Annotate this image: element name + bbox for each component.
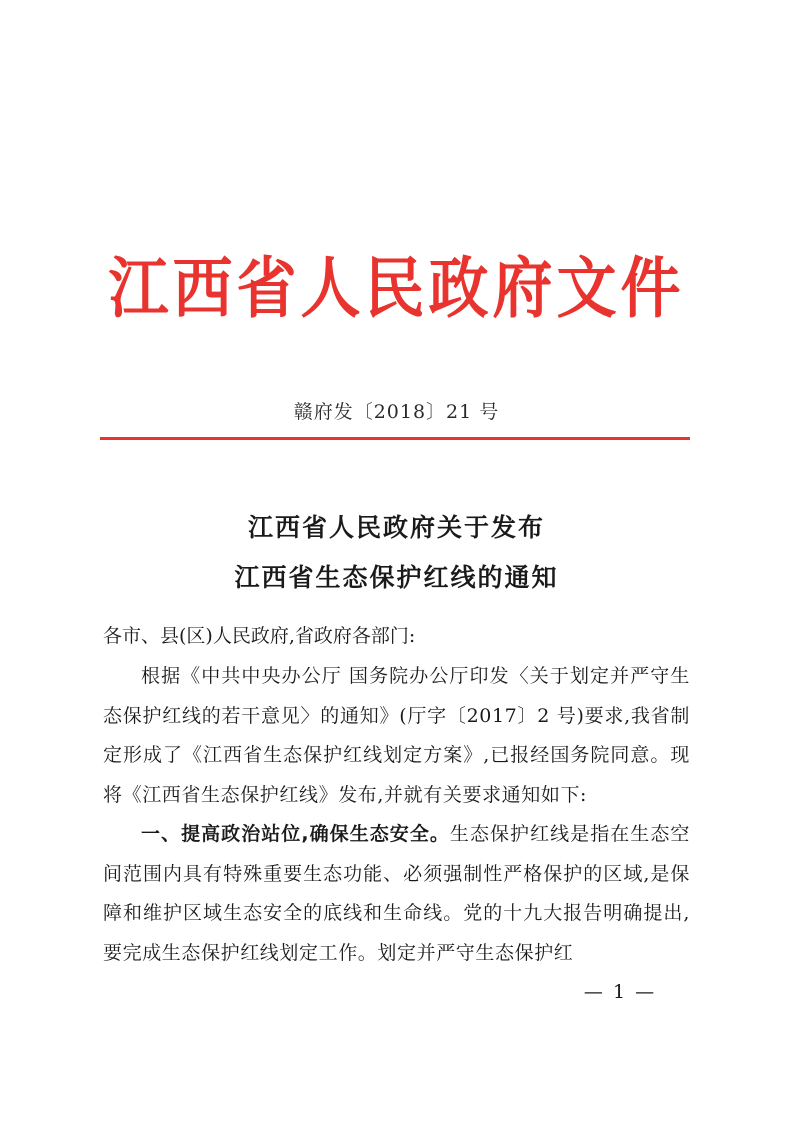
document-title-line-1: 江西省人民政府关于发布 xyxy=(247,513,545,542)
red-separator-rule xyxy=(100,437,690,440)
section-heading-1: 一、提高政治站位,确保生态安全。 xyxy=(141,823,450,845)
document-masthead: 江西省人民政府文件 xyxy=(108,250,685,328)
page-number: — 1 — xyxy=(583,981,657,1003)
body-paragraph-2 xyxy=(103,815,690,973)
addressee: 各市、县(区)人民政府,省政府各部门: xyxy=(103,625,416,647)
document-number: 赣府发〔2018〕21 号 xyxy=(293,401,500,423)
body-paragraph-1: 根据《中共中央办公厅 国务院办公厅印发〈关于划定并严守生态保护红线的若干意见〉的通知》(厅字〔2017〕2 号)要求,我省制定形成了《江西省生态保护红线划定方案》,已报经国务院同意。现将《江西省生态保护红线》发布,并就有关要求通知如下: xyxy=(103,665,690,806)
document-title-line-2: 江西省生态保护红线的通知 xyxy=(234,563,559,592)
body-paragraph-2-text: 生态保护红线是指在生态空间范围内具有特殊重要生态功能、必须强制性严格保护的区域,是保障和维护区域生态安全的底线和生命线。党的十九大报告明确提出,要完成生态保护红线划定工作。划定并严守生态保护红 xyxy=(103,823,690,964)
